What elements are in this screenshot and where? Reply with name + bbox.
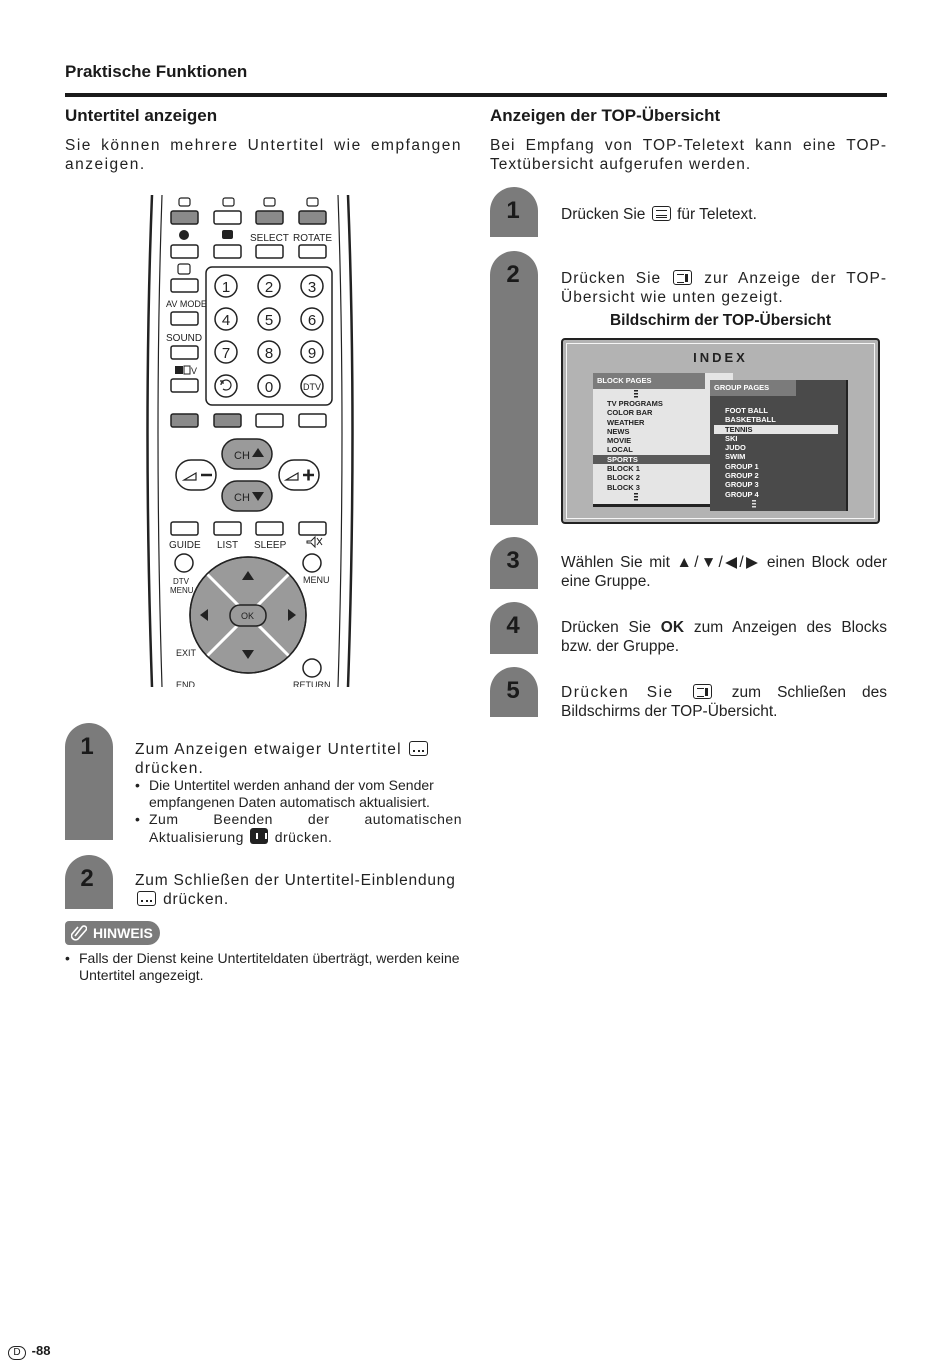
right-step-5-number: 5 <box>506 677 520 704</box>
left-step-1-bullets <box>135 777 462 846</box>
remote-label-list: LIST <box>217 540 239 551</box>
subtitle-icon <box>409 741 428 756</box>
remote-label-guide: GUIDE <box>169 540 201 551</box>
list-item: BLOCK 2 <box>607 473 640 483</box>
hold-icon <box>250 828 268 844</box>
right-step-3-number: 3 <box>506 547 520 574</box>
digit-2: 2 <box>264 279 274 296</box>
note-badge <box>65 921 160 945</box>
screen-caption: Bildschirm der TOP-Übersicht <box>609 312 832 329</box>
scroll-dots-icon <box>752 500 756 509</box>
list-item: • Die Untertitel werden anhand der vom Sender empfangenen Daten automatisch aktualisiert. <box>135 777 462 811</box>
left-step-1-bullet-2-before: Zum Beenden der automatischen Aktualisierung <box>149 811 462 845</box>
group-pages-panel <box>710 380 848 511</box>
list-item: GROUP 2 <box>725 471 759 481</box>
list-item: BLOCK 1 <box>607 464 640 474</box>
remote-label-rotate: ROTATE <box>293 233 333 244</box>
list-item: MOVIE <box>607 436 632 446</box>
list-item: LOCAL <box>607 445 633 455</box>
left-intro: Sie können mehrere Untertitel wie empfangen anzeigen. <box>65 137 462 173</box>
index-title: INDEX <box>693 350 748 365</box>
list-item: SWIM <box>725 452 746 462</box>
list-item: GROUP 3 <box>725 480 759 490</box>
group-pages-list <box>710 406 848 499</box>
note-label: HINWEIS <box>93 925 153 941</box>
left-step-2-text-after: drücken. <box>163 891 229 908</box>
right-step-2-number: 2 <box>506 261 520 288</box>
digit-6: 6 <box>307 312 317 329</box>
list-item: BASKETBALL <box>725 415 776 425</box>
list-item: NEWS <box>607 426 630 436</box>
remote-label-exit: EXIT <box>176 648 197 658</box>
right-step-1-text <box>561 205 887 224</box>
right-step-2-before: Drücken Sie <box>561 270 662 287</box>
right-step-4-number: 4 <box>506 612 520 639</box>
right-intro: Bei Empfang von TOP-Teletext kann eine TOP-Textübersicht aufgerufen werden. <box>490 137 887 173</box>
subtitle-icon <box>137 891 156 906</box>
top-rule <box>65 93 887 97</box>
list-item: GROUP 4 <box>725 489 759 499</box>
left-step-2-number: 2 <box>80 865 94 892</box>
language-badge: D <box>8 1346 26 1360</box>
list-item: GROUP 1 <box>725 461 759 471</box>
remote-label-select: SELECT <box>250 233 289 244</box>
list-item: FOOT BALL <box>725 406 768 415</box>
teletext-icon <box>652 206 671 221</box>
remote-label-sound: SOUND <box>166 333 203 344</box>
section-title: Praktische Funktionen <box>65 62 248 81</box>
remote-label-menu-line: MENU <box>170 586 194 595</box>
right-step-5-before: Drücken Sie <box>561 684 674 701</box>
list-item: COLOR BAR <box>607 408 653 418</box>
block-pages-header: BLOCK PAGES <box>593 373 705 389</box>
top-overview-icon <box>673 270 692 285</box>
page-number: 88 <box>35 1343 51 1358</box>
left-step-1-text-after: drücken. <box>135 760 205 777</box>
list-item: WEATHER <box>607 417 645 427</box>
right-step-3-after: einen Block oder eine Gruppe. <box>561 554 888 590</box>
paperclip-icon <box>71 924 87 942</box>
scroll-dots-icon <box>634 493 638 502</box>
digit-dtv: DTV <box>303 382 321 392</box>
right-step-4-after: zum Anzeigen des Blocks bzw. der Gruppe. <box>561 619 887 655</box>
scroll-dots-icon <box>634 390 638 399</box>
remote-label-v: V <box>191 366 198 376</box>
right-step-2-text <box>561 269 887 307</box>
list-item: JUDO <box>725 443 746 453</box>
ch-up-label: CH <box>234 450 250 462</box>
remote-control-illustration <box>140 195 360 687</box>
right-step-3-text <box>561 553 887 591</box>
top-overview-screen <box>561 338 880 524</box>
right-step-1-after: für Teletext. <box>677 206 757 223</box>
remote-label-dtv: DTV <box>173 577 189 586</box>
top-overview-icon <box>693 684 712 699</box>
left-step-1-bullet-2-after: drücken. <box>274 829 333 845</box>
right-step-4-bold: OK <box>660 619 685 636</box>
right-step-2-tab <box>490 251 538 525</box>
right-step-3-before: Wählen Sie mit <box>561 554 670 571</box>
left-step-2-text <box>135 871 462 909</box>
list-item: SPORTS <box>593 455 733 464</box>
digit-3: 3 <box>307 279 317 296</box>
remote-label-ok: OK <box>241 611 255 621</box>
list-item: SKI <box>725 433 738 443</box>
left-step-2-text-before: Zum Schließen der Untertitel-Einblendung <box>135 872 456 889</box>
right-step-1-before: Drücken Sie <box>561 206 646 223</box>
right-step-1-number: 1 <box>506 197 520 224</box>
digit-9: 9 <box>307 345 317 362</box>
list-item: BLOCK 3 <box>607 482 640 492</box>
digit-0: 0 <box>264 379 274 396</box>
remote-label-return: RETURN <box>293 680 331 687</box>
remote-label-sleep: SLEEP <box>254 540 287 551</box>
digit-5: 5 <box>264 312 274 329</box>
list-item: TENNIS <box>714 425 838 434</box>
remote-label-av-mode: AV MODE <box>166 299 207 309</box>
list-item <box>135 811 462 846</box>
digit-8: 8 <box>264 345 274 362</box>
digit-7: 7 <box>221 345 231 362</box>
left-title: Untertitel anzeigen <box>65 106 218 125</box>
right-step-5-after: zum Schließen des Bildschirms der TOP-Übersicht. <box>561 684 888 720</box>
group-pages-header: GROUP PAGES <box>710 380 796 396</box>
digit-4: 4 <box>221 312 231 329</box>
left-step-1-number: 1 <box>80 733 94 760</box>
right-step-2-after: zur Anzeige der TOP-Übersicht wie unten gezeigt. <box>561 270 887 306</box>
page-separator: - <box>31 1343 36 1358</box>
right-title: Anzeigen der TOP-Übersicht <box>490 106 721 125</box>
left-step-1-text-before: Zum Anzeigen etwaiger Untertitel <box>135 741 402 758</box>
digit-1: 1 <box>221 279 231 296</box>
right-step-5-text <box>561 683 887 721</box>
list-item: • Falls der Dienst keine Untertiteldaten überträgt, werden keine Untertitel angezeigt. <box>65 950 462 984</box>
arrow-keys-icon: ▲/▼/◀/▶ <box>676 554 761 571</box>
remote-label-end: END <box>176 680 196 687</box>
note-list <box>65 950 462 984</box>
ch-down-label: CH <box>234 492 250 504</box>
left-step-1-text <box>135 740 462 778</box>
right-step-4-text <box>561 618 887 656</box>
page-footer <box>8 1343 50 1360</box>
list-item: TV PROGRAMS <box>607 399 663 408</box>
remote-label-menu: MENU <box>303 575 330 585</box>
right-step-4-before: Drücken Sie <box>561 619 651 636</box>
